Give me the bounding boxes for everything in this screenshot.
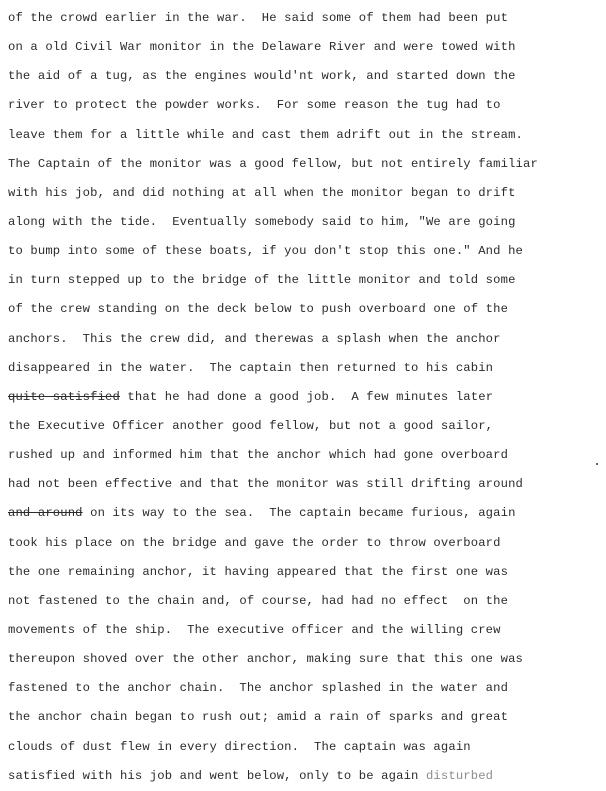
text-line: thereupon shoved over the other anchor, making sure that this one was [8, 652, 523, 667]
text-line: not fastened to the chain and, of course, had had no effect on the [8, 593, 509, 608]
struck-through-text: and around [8, 506, 83, 521]
text-line: river to protect the powder works. For some reason the tug had to [8, 98, 501, 113]
text-line: disappeared in the water. The captain then returned to his cabin [8, 360, 494, 375]
text-line: the anchor chain began to rush out; amid a rain of sparks and great [8, 710, 509, 725]
text-line: with his job, and did nothing at all when the monitor began to drift [8, 185, 516, 200]
text-line: on a old Civil War monitor in the Delaware River and were towed with [8, 40, 516, 55]
struck-through-text: quite satisfied [8, 389, 120, 404]
text-line: of the crowd earlier in the war. He said some of them had been put [8, 11, 509, 25]
margin-dot-mark [596, 463, 598, 465]
text-line: clouds of dust flew in every direction. The captain was again [8, 739, 471, 754]
text-line: quite satisfied that he had done a good job. A few minutes later [8, 389, 494, 404]
text-line: had not been effective and that the monitor was still drifting around [8, 477, 523, 492]
text-line: the one remaining anchor, it having appeared that the first one was [8, 564, 509, 579]
text-line: the aid of a tug, as the engines would'nt work, and started down the [8, 69, 516, 84]
text-line: rushed up and informed him that the anchor which had gone overboard [8, 448, 509, 463]
typescript-body [8, 4, 600, 791]
text-line: leave them for a little while and cast them adrift out in the stream. [8, 127, 523, 142]
text-line: fastened to the anchor chain. The anchor splashed in the water and [8, 681, 509, 696]
text-line: took his place on the bridge and gave the order to throw overboard [8, 535, 501, 550]
text-line: movements of the ship. The executive officer and the willing crew [8, 622, 501, 637]
text-line: along with the tide. Eventually somebody said to him, "We are going [8, 214, 516, 229]
faint-text: disturbed [425, 768, 494, 783]
text-line: satisfied with his job and went below, only to be again disturbed [8, 768, 494, 783]
text-line: the Executive Officer another good fellow, but not a good sailor, [8, 418, 494, 433]
text-line: anchors. This the crew did, and therewas a splash when the anchor [8, 331, 501, 346]
text-line: of the crew standing on the deck below to push overboard one of the [8, 302, 509, 317]
text-line: and around on its way to the sea. The captain became furious, again [8, 506, 516, 521]
text-line: in turn stepped up to the bridge of the little monitor and told some [8, 273, 516, 288]
text-line: to bump into some of these boats, if you don't stop this one." And he [8, 244, 523, 259]
text-line: The Captain of the monitor was a good fellow, but not entirely familiar [8, 156, 538, 171]
